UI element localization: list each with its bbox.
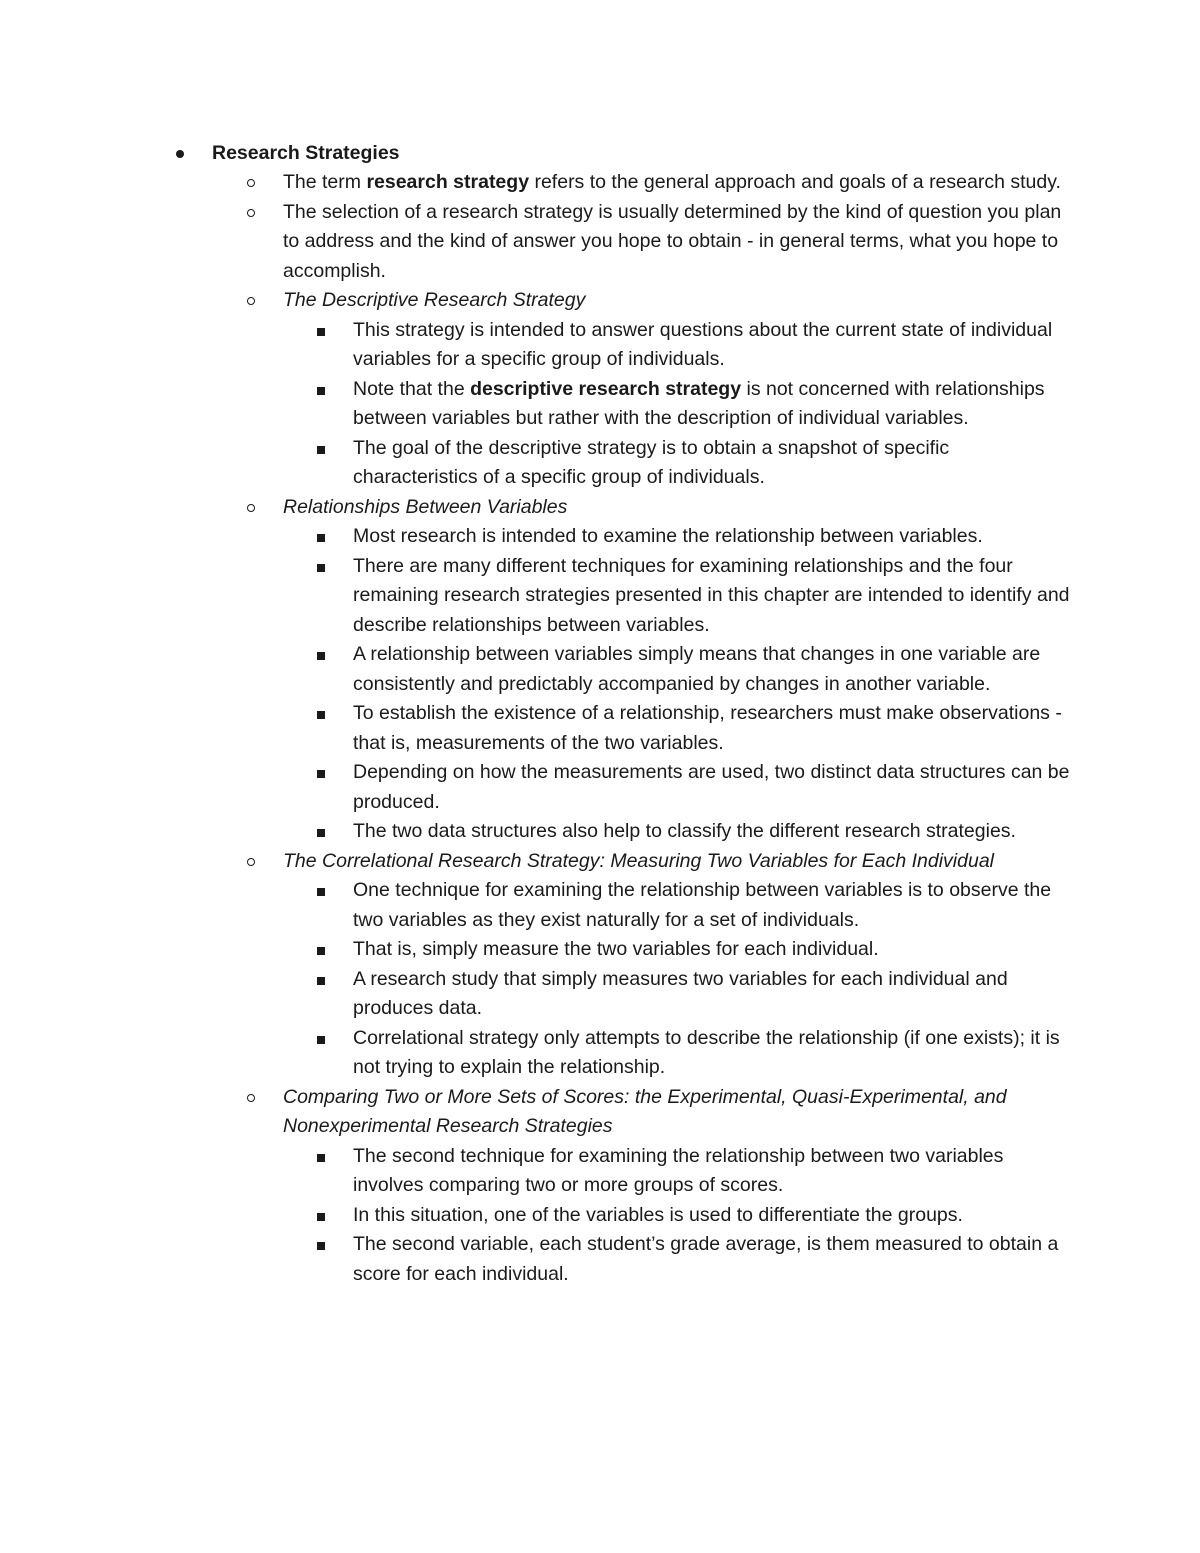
square-bullet-icon bbox=[317, 564, 325, 572]
list-item-research-strategies bbox=[0, 138, 1200, 1289]
square-bullet-icon bbox=[317, 387, 325, 395]
sublist bbox=[283, 1142, 1073, 1290]
square-bullet-icon bbox=[317, 1213, 325, 1221]
list-item: This strategy is intended to answer questions about the current state of individual variables for a specific group of individuals. bbox=[0, 316, 1073, 375]
sublist bbox=[283, 316, 1073, 493]
bold-term: descriptive research strategy bbox=[470, 377, 742, 400]
list-item: One technique for examining the relationship between variables is to observe the two variables as they exist naturally for a set of individuals. bbox=[0, 876, 1073, 935]
circle-bullet-icon bbox=[247, 179, 255, 187]
list-item: Note that the descriptive research strategy is not concerned with relationships between variables but rather with the description of individual variables. bbox=[0, 375, 1073, 434]
square-bullet-icon bbox=[317, 1242, 325, 1250]
list-item: The selection of a research strategy is usually determined by the kind of question you plan to address and the kind of answer you hope to obtain - in general terms, what you hope to accomplish. bbox=[0, 198, 1073, 287]
list-item: That is, simply measure the two variables for each individual. bbox=[0, 935, 1073, 965]
square-bullet-icon bbox=[317, 534, 325, 542]
list-item: In this situation, one of the variables is used to differentiate the groups. bbox=[0, 1201, 1073, 1231]
sublist bbox=[283, 522, 1073, 847]
sublist bbox=[212, 168, 1200, 1289]
square-bullet-icon bbox=[317, 1154, 325, 1162]
list-item: The second technique for examining the relationship between two variables involves comparing two or more groups of scores. bbox=[0, 1142, 1073, 1201]
list-item-correlational bbox=[0, 847, 1073, 1083]
list-item: The goal of the descriptive strategy is to obtain a snapshot of specific characteristics of a specific group of individuals. bbox=[0, 434, 1073, 493]
list-item-descriptive bbox=[0, 286, 1073, 493]
bold-term: research strategy bbox=[366, 171, 530, 193]
list-item: The two data structures also help to classify the different research strategies. bbox=[0, 817, 1073, 847]
subsection-title: Relationships Between Variables bbox=[283, 495, 568, 518]
square-bullet-icon bbox=[317, 328, 325, 336]
list-item: Most research is intended to examine the relationship between variables. bbox=[0, 522, 1073, 552]
list-item: There are many different techniques for examining relationships and the four remaining research strategies presented in this chapter are intended to identify and describe relationships between variables. bbox=[0, 552, 1073, 641]
circle-bullet-icon bbox=[247, 209, 255, 217]
list-item: Correlational strategy only attempts to describe the relationship (if one exists); it is not trying to explain the relationship. bbox=[0, 1024, 1073, 1083]
list-item: Depending on how the measurements are used, two distinct data structures can be produced. bbox=[0, 758, 1073, 817]
square-bullet-icon bbox=[317, 1036, 325, 1044]
square-bullet-icon bbox=[317, 888, 325, 896]
outline bbox=[0, 138, 1200, 1289]
circle-bullet-icon bbox=[247, 1094, 255, 1102]
subsection-title: The Descriptive Research Strategy bbox=[283, 289, 586, 311]
square-bullet-icon bbox=[317, 770, 325, 778]
square-bullet-icon bbox=[317, 947, 325, 955]
list-item: A research study that simply measures two variables for each individual and produces data. bbox=[0, 965, 1073, 1024]
square-bullet-icon bbox=[317, 652, 325, 660]
list-item: The second variable, each student’s grade average, is them measured to obtain a score for each individual. bbox=[0, 1230, 1073, 1289]
circle-bullet-icon bbox=[247, 504, 255, 512]
square-bullet-icon bbox=[317, 829, 325, 837]
list-item: A relationship between variables simply means that changes in one variable are consistently and predictably accompanied by changes in another variable. bbox=[0, 640, 1073, 699]
sublist bbox=[283, 876, 1073, 1083]
disc-bullet-icon bbox=[176, 150, 184, 158]
list-item-relationships bbox=[0, 493, 1073, 847]
list-item: To establish the existence of a relationship, researchers must make observations - that is, measurements of the two variables. bbox=[0, 699, 1073, 758]
square-bullet-icon bbox=[317, 446, 325, 454]
subsection-title: The Correlational Research Strategy: Measuring Two Variables for Each Individual bbox=[283, 849, 995, 872]
square-bullet-icon bbox=[317, 977, 325, 985]
square-bullet-icon bbox=[317, 711, 325, 719]
list-item-comparing bbox=[0, 1083, 1073, 1290]
list-item: The term research strategy refers to the general approach and goals of a research study. bbox=[0, 168, 1073, 198]
circle-bullet-icon bbox=[247, 297, 255, 305]
subsection-title: Comparing Two or More Sets of Scores: the Experimental, Quasi-Experimental, and Nonexperimental Research Strategies bbox=[283, 1085, 1007, 1137]
circle-bullet-icon bbox=[247, 858, 255, 866]
section-heading: Research Strategies bbox=[212, 142, 400, 164]
